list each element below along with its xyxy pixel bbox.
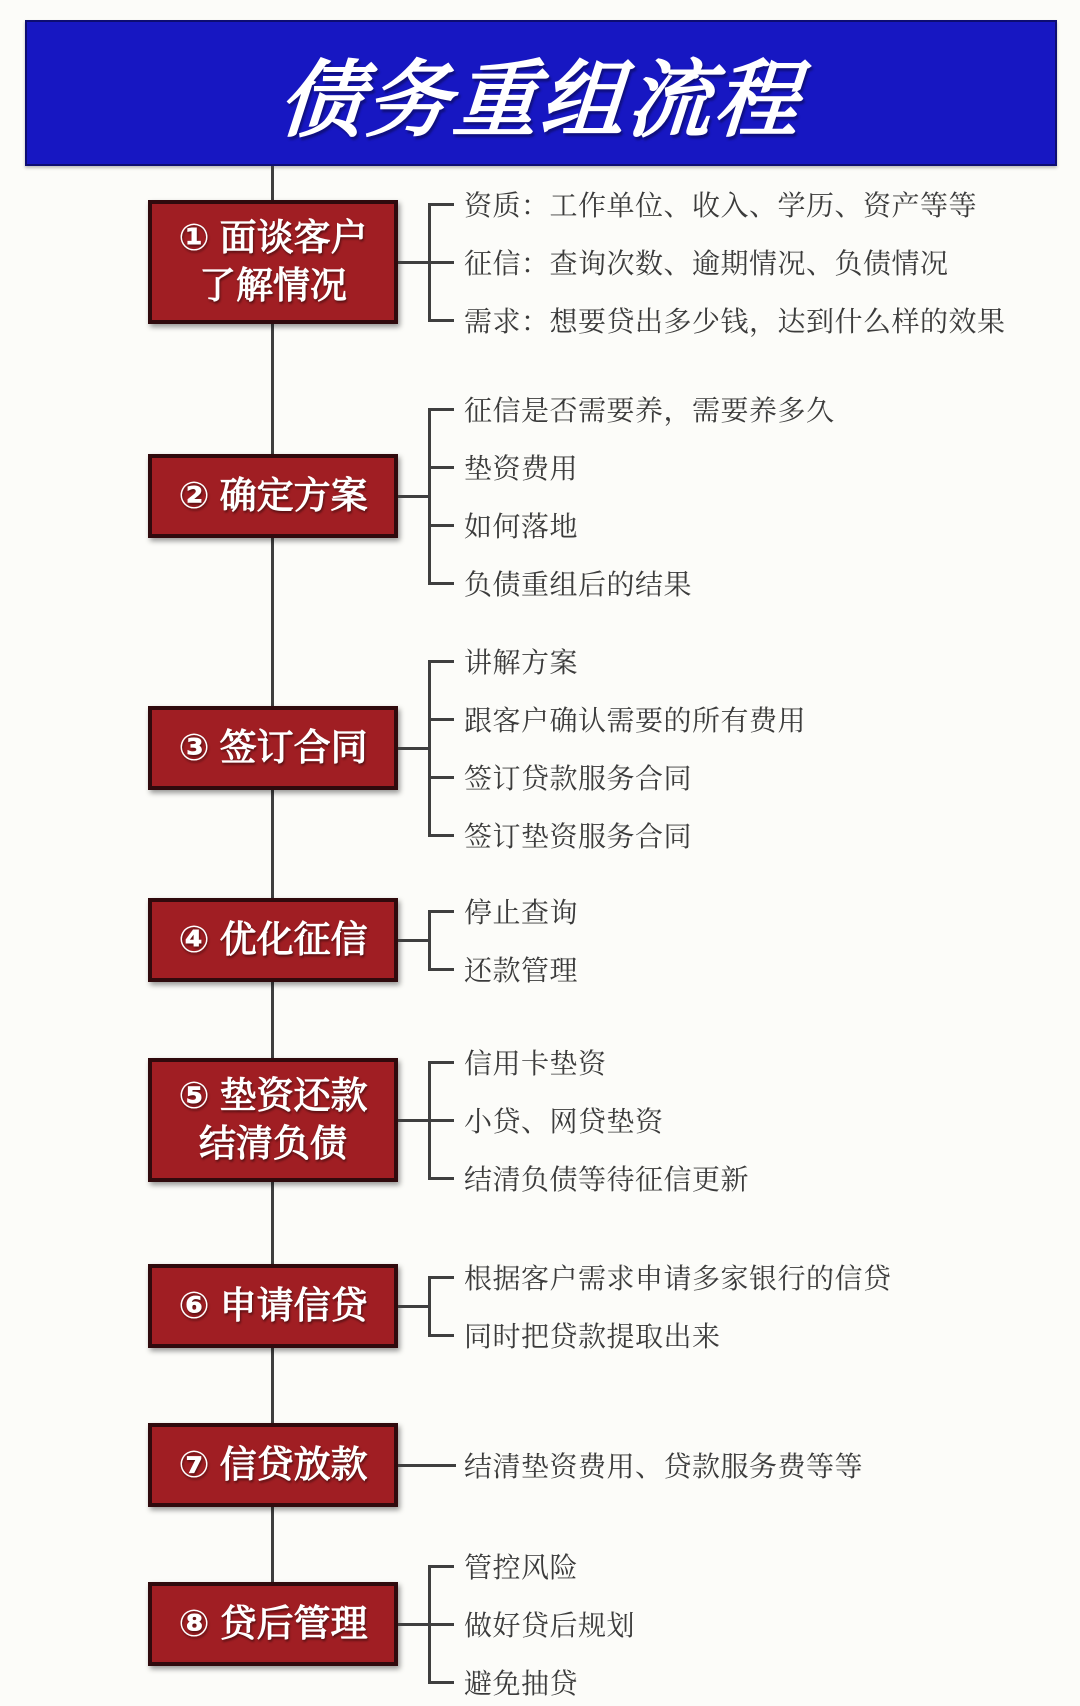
step-number-badge: ③ <box>178 725 210 769</box>
step-box-label-line1 <box>178 1441 367 1489</box>
box-to-branches-connector-line <box>398 747 428 750</box>
branch-text: 跟客户确认需要的所有费用 <box>464 704 807 737</box>
step-box <box>148 898 398 982</box>
branch-text: 同时把贷款提取出来 <box>464 1320 721 1353</box>
box-to-branches-connector-line <box>398 1305 428 1308</box>
step-box <box>148 1058 398 1182</box>
branch-text: 还款管理 <box>464 954 579 987</box>
branch-item <box>428 1306 892 1364</box>
step-number-badge: ⑤ <box>178 1073 210 1117</box>
step-box-label-line2: 了解情况 <box>199 264 347 307</box>
branch-item <box>428 175 1006 233</box>
step-label: 垫资还款 <box>219 1073 368 1117</box>
step-number-badge: ⑦ <box>178 1442 210 1486</box>
branch-text: 根据客户需求申请多家银行的信贷 <box>464 1262 892 1295</box>
branch-text: 签订垫资服务合同 <box>464 820 693 853</box>
branch-item <box>428 882 578 940</box>
box-to-branches-connector-line <box>398 261 428 264</box>
branch-item <box>428 1436 863 1494</box>
step-number-badge: ⑥ <box>178 1283 210 1327</box>
branch-item <box>428 690 806 748</box>
step-label: 申请信贷 <box>219 1283 368 1327</box>
step-label: 签订合同 <box>219 725 368 769</box>
step-box <box>148 706 398 790</box>
branch-group <box>428 882 578 998</box>
step-number-badge: ② <box>178 473 210 517</box>
branch-item <box>428 233 1006 291</box>
step-number-badge: ① <box>178 215 210 259</box>
branch-item <box>428 1537 635 1595</box>
branch-text: 征信：查询次数、逾期情况、负债情况 <box>464 247 949 280</box>
box-to-branches-connector-line <box>398 1623 428 1626</box>
box-to-branches-connector-line <box>398 1119 428 1122</box>
step-box-label-line1 <box>178 1072 367 1120</box>
flow-step-row <box>148 632 806 864</box>
branch-text: 结清负债等待征信更新 <box>464 1163 750 1196</box>
branch-group <box>428 1248 892 1364</box>
box-to-branches-connector-line <box>398 939 428 942</box>
step-label: 信贷放款 <box>219 1442 368 1486</box>
branch-item <box>428 748 806 806</box>
branch-item <box>428 1149 749 1207</box>
flow-step-row <box>148 1033 749 1207</box>
branch-item <box>428 1248 892 1306</box>
step-number-badge: ⑧ <box>178 1601 210 1645</box>
flow-step-row <box>148 1537 635 1706</box>
step-box <box>148 200 398 324</box>
branch-text: 如何落地 <box>464 510 579 543</box>
flow-step-row <box>148 1248 892 1364</box>
title-banner <box>25 20 1057 166</box>
step-label: 优化征信 <box>219 917 368 961</box>
branch-item <box>428 1033 749 1091</box>
branch-item <box>428 554 835 612</box>
step-box-label-line1 <box>178 916 367 964</box>
branch-item <box>428 380 835 438</box>
step-number-badge: ④ <box>178 917 210 961</box>
step-box <box>148 454 398 538</box>
step-box-label-line1 <box>178 724 367 772</box>
branch-text: 垫资费用 <box>464 452 579 485</box>
step-box <box>148 1582 398 1666</box>
flow-step-row <box>148 380 835 612</box>
step-label: 贷后管理 <box>219 1601 368 1645</box>
branch-text: 信用卡垫资 <box>464 1047 607 1080</box>
branch-group <box>428 1537 635 1706</box>
branch-group <box>428 380 835 612</box>
branch-item <box>428 806 806 864</box>
step-box-label-line2: 结清负债 <box>199 1122 347 1165</box>
branch-item <box>428 291 1006 349</box>
branch-text: 管控风险 <box>464 1551 579 1584</box>
branch-item <box>428 1091 749 1149</box>
branch-text: 结清垫资费用、贷款服务费等等 <box>464 1450 864 1483</box>
branch-text: 资质：工作单位、收入、学历、资产等等 <box>464 189 978 222</box>
branch-item <box>428 1653 635 1706</box>
branch-text: 征信是否需要养，需要养多久 <box>464 394 835 427</box>
branch-group <box>428 1436 863 1494</box>
box-to-branches-connector-line <box>398 1464 428 1467</box>
step-label: 确定方案 <box>219 473 368 517</box>
flow-step-row <box>148 1423 863 1507</box>
branch-text: 停止查询 <box>464 896 579 929</box>
branch-group <box>428 632 806 864</box>
branch-group <box>428 175 1006 349</box>
branch-item <box>428 496 835 554</box>
flow-step-row <box>148 175 1006 349</box>
branch-text: 做好贷后规划 <box>464 1609 636 1642</box>
branch-text: 讲解方案 <box>464 646 579 679</box>
branch-item <box>428 1595 635 1653</box>
step-box <box>148 1423 398 1507</box>
step-box <box>148 1264 398 1348</box>
branch-text: 负债重组后的结果 <box>464 568 693 601</box>
step-box-label-line1 <box>178 1282 367 1330</box>
branch-item <box>428 632 806 690</box>
step-label: 面谈客户 <box>219 215 368 259</box>
box-to-branches-connector-line <box>398 495 428 498</box>
branch-text: 需求：想要贷出多少钱，达到什么样的效果 <box>464 305 1006 338</box>
branch-text: 小贷、网贷垫资 <box>464 1105 664 1138</box>
flow-step-row <box>148 882 578 998</box>
branch-text: 避免抽贷 <box>464 1667 579 1700</box>
page-title: 债务重组流程 <box>276 50 805 149</box>
branch-item <box>428 438 835 496</box>
branch-text: 签订贷款服务合同 <box>464 762 693 795</box>
step-box-label-line1 <box>178 214 367 262</box>
step-box-label-line1 <box>178 1600 367 1648</box>
branch-group <box>428 1033 749 1207</box>
step-box-label-line1 <box>178 472 367 520</box>
branch-item <box>428 940 578 998</box>
